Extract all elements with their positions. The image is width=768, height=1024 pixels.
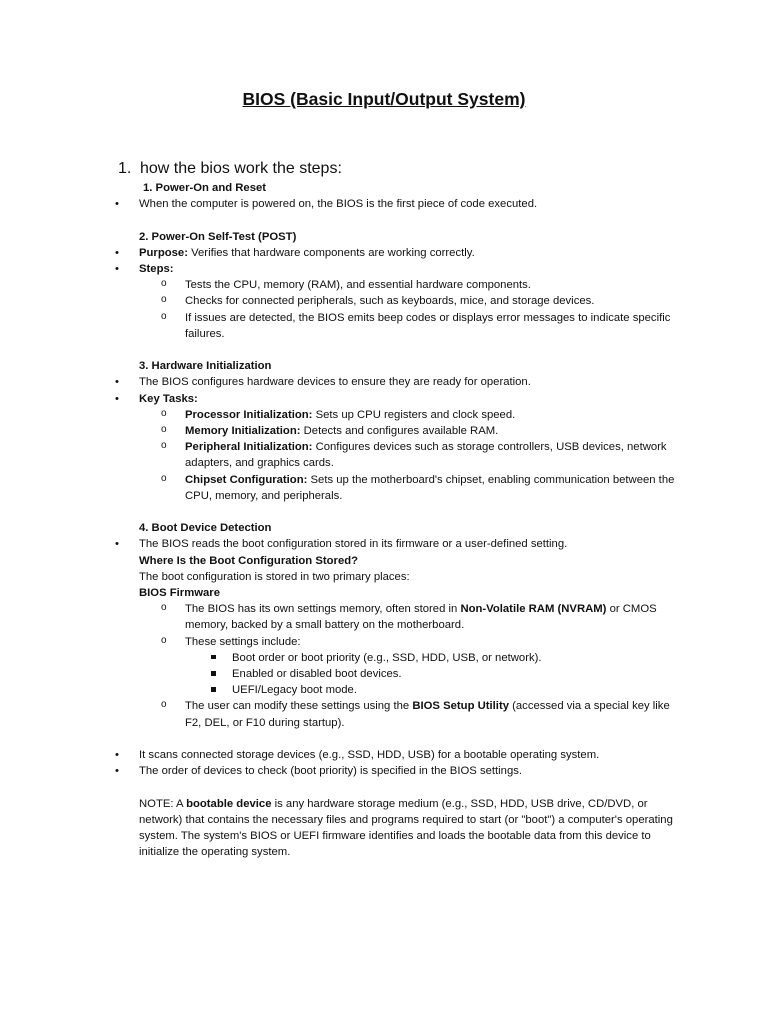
sub-bullet-item: o These settings include: [0,634,768,650]
sub-bullet-item: o Chipset Configuration: Sets up the motherboard's chipset, enabling communication between the CPU, memory, and peripherals. [0,472,768,504]
sub-bullet-item: o If issues are detected, the BIOS emits beep codes or displays error messages to indicate specific failures. [0,310,768,342]
sub-bullet-item: o Tests the CPU, memory (RAM), and essential hardware components. [0,277,768,293]
bullet-item [0,391,768,407]
bold-label: Purpose: [139,246,188,259]
section-heading [118,159,342,179]
sub-bullet-item: o Processor Initialization: Sets up CPU registers and clock speed. [0,407,768,423]
bullet-item [0,261,768,277]
subheading-hardware-init: 3. Hardware Initialization [139,360,272,373]
bios-firmware-label: BIOS Firmware [139,587,220,600]
heading-text: how the bios work the steps: [140,160,342,177]
subheading-boot-detection: 4. Boot Device Detection [139,522,272,535]
note-paragraph: NOTE: A bootable device is any hardware storage medium (e.g., SSD, HDD, USB drive, CD/DVD, or network) that contains the necessary files and programs required to start (or "boot") a computer's operating system. The system's BIOS or UEFI firmware identifies and loads the bootable data from this device to initialize the operating system. [139,797,673,859]
bullet-item: • The order of devices to check (boot priority) is specified in the BIOS settings. [0,763,768,779]
document-title: BIOS (Basic Input/Output System) [242,89,526,109]
bold-label: Steps: [139,263,174,275]
sub-bullet-item: o The BIOS has its own settings memory, often stored in Non-Volatile RAM (NVRAM) or CMOS memory, backed by a small battery on the motherboard. [0,601,768,633]
subheading-post: 2. Power-On Self-Test (POST) [139,230,297,243]
square-bullet-item: Boot order or boot priority (e.g., SSD, HDD, USB, or network). [0,650,768,666]
bullet-item: • The BIOS reads the boot configuration stored in its firmware or a user-defined setting. [0,536,768,552]
subheading-power-on: 1. Power-On and Reset [143,182,267,194]
sub-bullet-item: o The user can modify these settings using the BIOS Setup Utility (accessed via a special key like F2, DEL, or F10 during startup). [0,698,768,730]
sub-bullet-item: o Checks for connected peripherals, such as keyboards, mice, and storage devices. [0,293,768,309]
bullet-item: • It scans connected storage devices (e.g., SSD, HDD, USB) for a bootable operating system. [0,747,768,763]
square-bullet-item: Enabled or disabled boot devices. [0,666,768,682]
where-stored-label: Where Is the Boot Configuration Stored? [139,554,359,567]
document-body [0,180,768,860]
sub-bullet-item: o Memory Initialization: Detects and configures available RAM. [0,423,768,439]
bullet-item: • The BIOS configures hardware devices to ensure they are ready for operation. [0,374,768,390]
paragraph: The boot configuration is stored in two primary places: [139,570,410,583]
square-bullet-item: UEFI/Legacy boot mode. [0,682,768,698]
bullet-item: • When the computer is powered on, the BIOS is the first piece of code executed. [0,196,768,212]
bold-label: Key Tasks: [139,392,198,405]
heading-number: 1. [118,160,132,177]
sub-bullet-item: o Peripheral Initialization: Configures devices such as storage controllers, USB devices, network adapters, and graphics cards. [0,439,768,471]
bullet-item: • Purpose: Verifies that hardware components are working correctly. [0,245,768,261]
